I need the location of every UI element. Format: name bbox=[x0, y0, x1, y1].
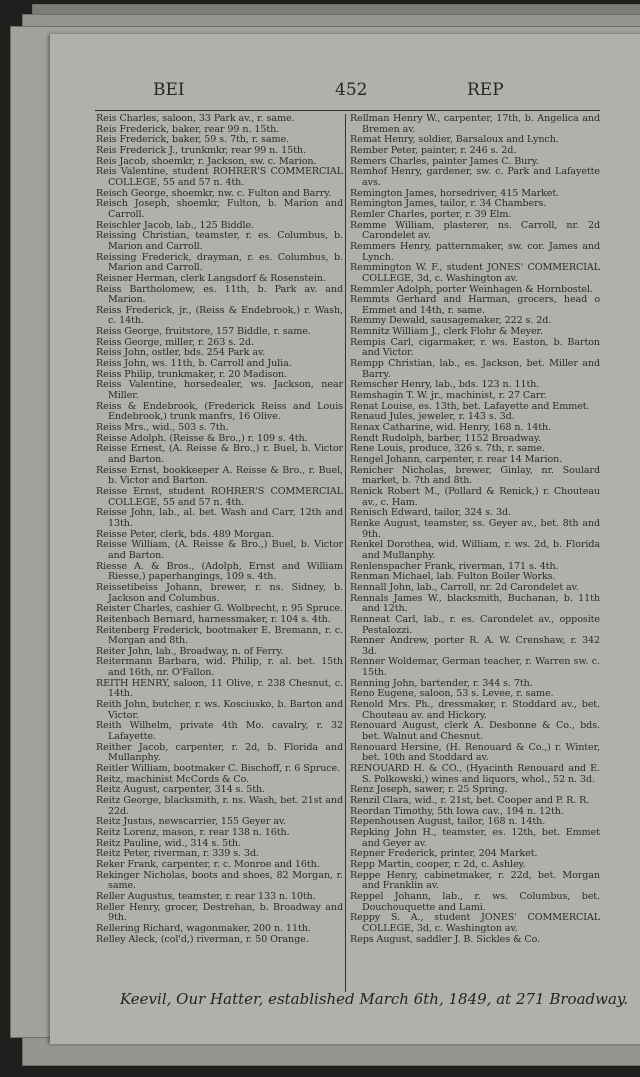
directory-entry: Reis Charles, saloon, 33 Park av., r. same. bbox=[96, 113, 295, 124]
directory-entry: Reisse Peter, clerk, bds. 489 Morgan. bbox=[96, 528, 275, 540]
directory-entry: Remscher Henry, lab., bds. 123 n. 11th. bbox=[350, 379, 540, 391]
directory-entry: Remmler Adolph, porter Weinhagen & Hornbostel. bbox=[350, 283, 593, 295]
directory-entry: Reitler William, bootmaker C. Bischoff, r. 6 Spruce. bbox=[96, 763, 341, 775]
directory-entry: Renat Louise, es. 13th, bet. Lafayette and Emmet. bbox=[350, 400, 590, 412]
directory-entry: Reisch Joseph, shoemkr, Fulton, b. Marion and Carroll. bbox=[96, 198, 343, 220]
directory-entry: Remmington W. F., student JONES' COMMERCIAL COLLEGE, 3d, c. Washington av. bbox=[350, 262, 600, 284]
directory-entry: Reitermann Barbara, wid. Philip, r. al. bet. 15th and 16th, nr. O'Fallon. bbox=[96, 656, 343, 679]
directory-entry: Relley Aleck, (col'd,) riverman, r. 50 Orange. bbox=[96, 933, 309, 945]
directory-entry: Reiss Valentine, horsedealer, ws. Jackson, near Miller. bbox=[96, 379, 343, 402]
directory-entry: Reno Eugene, saloon, 53 s. Levee, r. same. bbox=[350, 688, 554, 700]
directory-entry: Rennals James W., blacksmith, Buchanan, b. 11th and 12th. bbox=[350, 592, 600, 615]
directory-entry: RENOUARD H. & CO., (Hyacinth Renouard and E. S. Polkowski,) wines and liquors, whol., 52 n. 3d. bbox=[350, 763, 600, 785]
directory-entry: Rember Peter, painter, r. 246 s. 2d. bbox=[350, 144, 517, 156]
directory-entry: Remat Henry, soldier, Barsaloux and Lynch. bbox=[350, 134, 559, 146]
directory-entry: Reith John, butcher, r. ws. Kosciusko, b. Barton and Victor. bbox=[96, 699, 343, 721]
directory-entry: Remers Charles, painter James C. Bury. bbox=[350, 155, 539, 167]
directory-entry: Remhof Henry, gardener, sw. c. Park and Lafayette avs. bbox=[350, 166, 600, 188]
left-guide-word: BEI bbox=[153, 80, 185, 100]
directory-entry: Reister Charles, cashier G. Wolbrecht, r. 95 Spruce. bbox=[96, 603, 343, 615]
directory-entry: Reiter John, lab., Broadway, n. of Ferry. bbox=[96, 645, 284, 657]
directory-entry: Reller Henry, grocer, Destrehan, b. Broadway and 9th. bbox=[96, 901, 343, 924]
directory-entry: Reitz Justus, newscarrier, 155 Geyer av. bbox=[96, 816, 287, 828]
directory-entry: Reordan Timothy, 5th Iowa cav., 194 n. 12th. bbox=[350, 805, 564, 817]
directory-entry: Reitz Pauline, wid., 314 s. 5th. bbox=[96, 837, 241, 849]
directory-entry: Reiss Bartholomew, es. 11th, b. Park av. and Marion. bbox=[96, 283, 343, 306]
directory-entry: Renzil Clara, wid., r. 21st, bet. Cooper and P. R. R. bbox=[350, 795, 590, 806]
directory-entry: Reiss John, ostler, bds. 254 Park av. bbox=[96, 347, 266, 359]
directory-entry: Rengel Johann, carpenter, r. rear 14 Marion. bbox=[350, 454, 563, 465]
directory-entry: Rellman Henry W., carpenter, 17th, b. Angelica and Bremen av. bbox=[350, 113, 600, 135]
directory-entry: Reisse William, (A. Reisse & Bro.,) Buel, b. Victor and Barton. bbox=[96, 539, 343, 561]
directory-entry: Reitz George, blacksmith, r. ns. Wash, bet. 21st and 22d. bbox=[96, 795, 343, 817]
directory-entry: Reppy S. A., student JONES' COMMERCIAL COLLEGE, 3d, c. Washington av. bbox=[350, 912, 600, 934]
directory-entry: Reiss Philip, trunkmaker, r. 20 Madison. bbox=[96, 368, 288, 380]
directory-entry: Renz Joseph, sawer, r. 25 Spring. bbox=[350, 784, 508, 796]
directory-entry: Repner Frederick, printer, 204 Market. bbox=[350, 848, 538, 860]
directory-entry: Renner Andrew, porter R. A. W. Crenshaw, r. 342 3d. bbox=[350, 635, 600, 657]
directory-entry: Renicher Nicholas, brewer, Ginlay, nr. Soulard market, b. 7th and 8th. bbox=[350, 464, 600, 487]
directory-entry: Reis Frederick, baker, rear 99 n. 15th. bbox=[96, 123, 280, 135]
directory-entry: Reitz, machinist McCords & Co. bbox=[96, 773, 250, 785]
directory-entry: Remmy Dewald, sausagemaker, 222 s. 2d. bbox=[350, 315, 552, 327]
directory-entry: Repenhousen August, tailor, 168 n. 14th. bbox=[350, 816, 546, 828]
directory-entry: Remmers Henry, patternmaker, sw. cor. James and Lynch. bbox=[350, 240, 600, 263]
directory-entry: Reither Jacob, carpenter, r. 2d, b. Florida and Mullanphy. bbox=[96, 741, 343, 764]
right-column bbox=[350, 114, 600, 945]
directory-entry: Reisse Ernst, student ROHRER'S COMMERCIAL COLLEGE, 55 and 57 n. 4th. bbox=[96, 485, 343, 508]
right-guide-word: REP bbox=[467, 80, 504, 100]
directory-entry: Reissing Christian, teamster, r. es. Columbus, b. Marion and Carroll. bbox=[96, 230, 343, 252]
directory-entry: Rene Louis, produce, 326 s. 7th, r. same. bbox=[350, 443, 545, 455]
directory-entry: Rendt Rudolph, barber, 1152 Broadway. bbox=[350, 432, 541, 444]
directory-entry: Reis Valentine, student ROHRER'S COMMERCIAL COLLEGE, 55 and 57 n. 4th. bbox=[96, 166, 343, 188]
directory-entry: Rempis Carl, cigarmaker, r. ws. Easton, b. Barton and Victor. bbox=[350, 336, 600, 359]
directory-entry: Rennall John, lab., Carroll, nr. 2d Carondelet av. bbox=[350, 581, 579, 593]
directory-entry: Reller Augustus, teamster, r. rear 133 n. 10th. bbox=[96, 890, 316, 902]
directory-entry: Remler Charles, porter, r. 39 Elm. bbox=[350, 208, 512, 220]
directory-entry: Remnitz William J., clerk Flohr & Meyer. bbox=[350, 326, 543, 338]
directory-entry: Riesse A. & Bros., (Adolph, Ernst and William Riesse,) paperhangings, 109 s. 4th. bbox=[96, 560, 343, 583]
directory-entry: Renick Robert M., (Pollard & Renick,) r. Chouteau av., c. Ham. bbox=[350, 485, 600, 508]
directory-entry: Renax Catharine, wid. Henry, 168 n. 14th. bbox=[350, 422, 552, 434]
directory-entry: Reissing Frederick, drayman, r. es. Columbus, b. Marion and Carroll. bbox=[96, 251, 343, 274]
directory-entry: Reitz Lorenz, mason, r. rear 138 n. 16th. bbox=[96, 826, 290, 838]
directory-entry: Reiss Mrs., wid., 503 s. 7th. bbox=[96, 422, 229, 434]
directory-entry: REITH HENRY, saloon, 11 Olive, r. 238 Chesnut, c. 14th. bbox=[96, 677, 343, 700]
directory-entry: Renneat Carl, lab., r. es. Carondelet av., opposite Pestalozzi. bbox=[350, 613, 600, 636]
directory-entry: Reis Frederick, baker, 59 s. 7th, r. same. bbox=[96, 134, 290, 146]
directory-entry: Renning John, bartender, r. 344 s. 7th. bbox=[350, 677, 533, 689]
directory-entry: Renner Woldemar, German teacher, r. Warren sw. c. 15th. bbox=[350, 656, 600, 679]
directory-entry: Rempp Christian, lab., es. Jackson, bet. Miller and Barry. bbox=[350, 358, 600, 380]
directory-entry: Reitenberg Frederick, bootmaker E. Bremann, r. c. Morgan and 8th. bbox=[96, 624, 343, 647]
directory-entry: Rellering Richard, wagonmaker, 200 n. 11th. bbox=[96, 922, 311, 934]
column-divider bbox=[345, 114, 346, 992]
directory-entry: Reisse John, lab., al. bet. Wash and Carr, 12th and 13th. bbox=[96, 507, 343, 529]
directory-entry: Repking John H., teamster, es. 12th, bet. Emmet and Geyer av. bbox=[350, 826, 600, 849]
left-column bbox=[96, 114, 343, 945]
directory-entry: Reisse Ernst, bookkeeper A. Reisse & Bro., r. Buel, b. Victor and Barton. bbox=[96, 464, 343, 487]
directory-entry: Renlenspacher Frank, riverman, 171 s. 4th. bbox=[350, 560, 559, 572]
directory-entry: Renisch Edward, tailor, 324 s. 3d. bbox=[350, 507, 511, 519]
directory-entry: Reissetibeiss Johann, brewer, r. ns. Sidney, b. Jackson and Columbus. bbox=[96, 581, 343, 604]
directory-entry: Reiss Frederick, jr., (Reiss & Endebrook,) r. Wash, c. 14th. bbox=[96, 304, 343, 327]
page-number: 452 bbox=[335, 80, 368, 100]
directory-entry: Remington James, horsedriver, 415 Market. bbox=[350, 187, 560, 199]
directory-entry: Renaud Jules, jeweler, r. 143 s. 3d. bbox=[350, 411, 515, 423]
directory-entry: Remmts Gerhard and Harman, grocers, head o Emmet and 14th, r. same. bbox=[350, 294, 600, 316]
directory-entry: Reker Frank, carpenter, r. c. Monroe and 16th. bbox=[96, 858, 320, 870]
directory-entry: Reppel Johann, lab., r. ws. Columbus, bet. Douchouquette and Lami. bbox=[350, 890, 600, 913]
directory-entry: Reisse Ernest, (A. Reisse & Bro.,) r. Buel, b. Victor and Barton. bbox=[96, 443, 343, 465]
directory-entry: Reisch George, shoemkr, nw. c. Fulton and Barry. bbox=[96, 187, 332, 199]
directory-entry: Rekinger Nicholas, boots and shoes, 82 Morgan, r. same. bbox=[96, 869, 343, 892]
directory-entry: Renouard August, clerk A. Desbonne & Co., bds. bet. Walnut and Chesnut. bbox=[350, 720, 600, 743]
header-rule bbox=[95, 110, 600, 111]
directory-entry: Reiss George, miller, r. 263 s. 2d. bbox=[96, 336, 254, 348]
directory-entry: Reischler Jacob, lab., 125 Biddle. bbox=[96, 219, 255, 231]
directory-entry: Reitz Peter, riverman, r. 339 s. 3d. bbox=[96, 848, 259, 860]
directory-entry: Reis Jacob, shoemkr, r. Jackson, sw. c. Marion. bbox=[96, 155, 317, 167]
directory-entry: Renkel Dorothea, wid. William, r. ws. 2d, b. Florida and Mullanphy. bbox=[350, 539, 600, 561]
directory-entry: Reppe Henry, cabinetmaker, r. 22d, bet. Morgan and Franklin av. bbox=[350, 869, 600, 892]
directory-entry: Reiss John, ws. 11th, b. Carroll and Julia. bbox=[96, 358, 292, 370]
directory-entry: Reiss & Endebrook, (Frederick Reiss and Louis Endebrook,) trunk manfrs, 16 Olive. bbox=[96, 400, 343, 423]
directory-entry: Reisner Herman, clerk Langsdorf & Rosenstein. bbox=[96, 272, 326, 284]
directory-entry: Reitenbach Bernard, harnessmaker, r. 104 s. 4th. bbox=[96, 613, 331, 625]
running-header bbox=[0, 48, 640, 100]
directory-entry: Reps August, saddler J. B. Sickles & Co. bbox=[350, 933, 541, 945]
directory-entry: Reitz August, carpenter, 314 s. 5th. bbox=[96, 784, 266, 796]
directory-entry: Renke August, teamster, ss. Geyer av., bet. 8th and 9th. bbox=[350, 517, 600, 540]
advertisement-footer: Keevil, Our Hatter, established March 6th, 1849, at 271 Broadway. bbox=[120, 990, 629, 1008]
directory-entry: Remington James, tailor, r. 34 Chambers. bbox=[350, 198, 547, 210]
directory-entry: Remme William, plasterer, ns. Carroll, nr. 2d Carondelet av. bbox=[350, 219, 600, 242]
directory-entry: Reiss George, fruitstore, 157 Biddle, r. same. bbox=[96, 326, 311, 338]
directory-entry: Reis Frederick J., trunkmkr, rear 99 n. 15th. bbox=[96, 144, 306, 156]
directory-entry: Repp Martin, cooper, r. 2d, c. Ashley. bbox=[350, 858, 526, 870]
directory-entry: Reith Wilhelm, private 4th Mo. cavalry, r. 32 Lafayette. bbox=[96, 720, 343, 743]
directory-entry: Reisse Adolph. (Reisse & Bro.,) r. 109 s. 4th. bbox=[96, 432, 308, 444]
directory-entry: Remshagin T. W. jr., machinist, r. 27 Carr. bbox=[350, 390, 547, 402]
directory-entry: Renman Michael, lab. Fulton Boiler Works. bbox=[350, 571, 556, 583]
directory-entry: Renold Mrs. Ph., dressmaker, r. Stoddard av., bet. Chouteau av. and Hickory. bbox=[350, 699, 600, 721]
directory-entry: Renouard Hersine, (H. Renouard & Co.,) r. Winter, bet. 10th and Stoddard av. bbox=[350, 741, 600, 764]
